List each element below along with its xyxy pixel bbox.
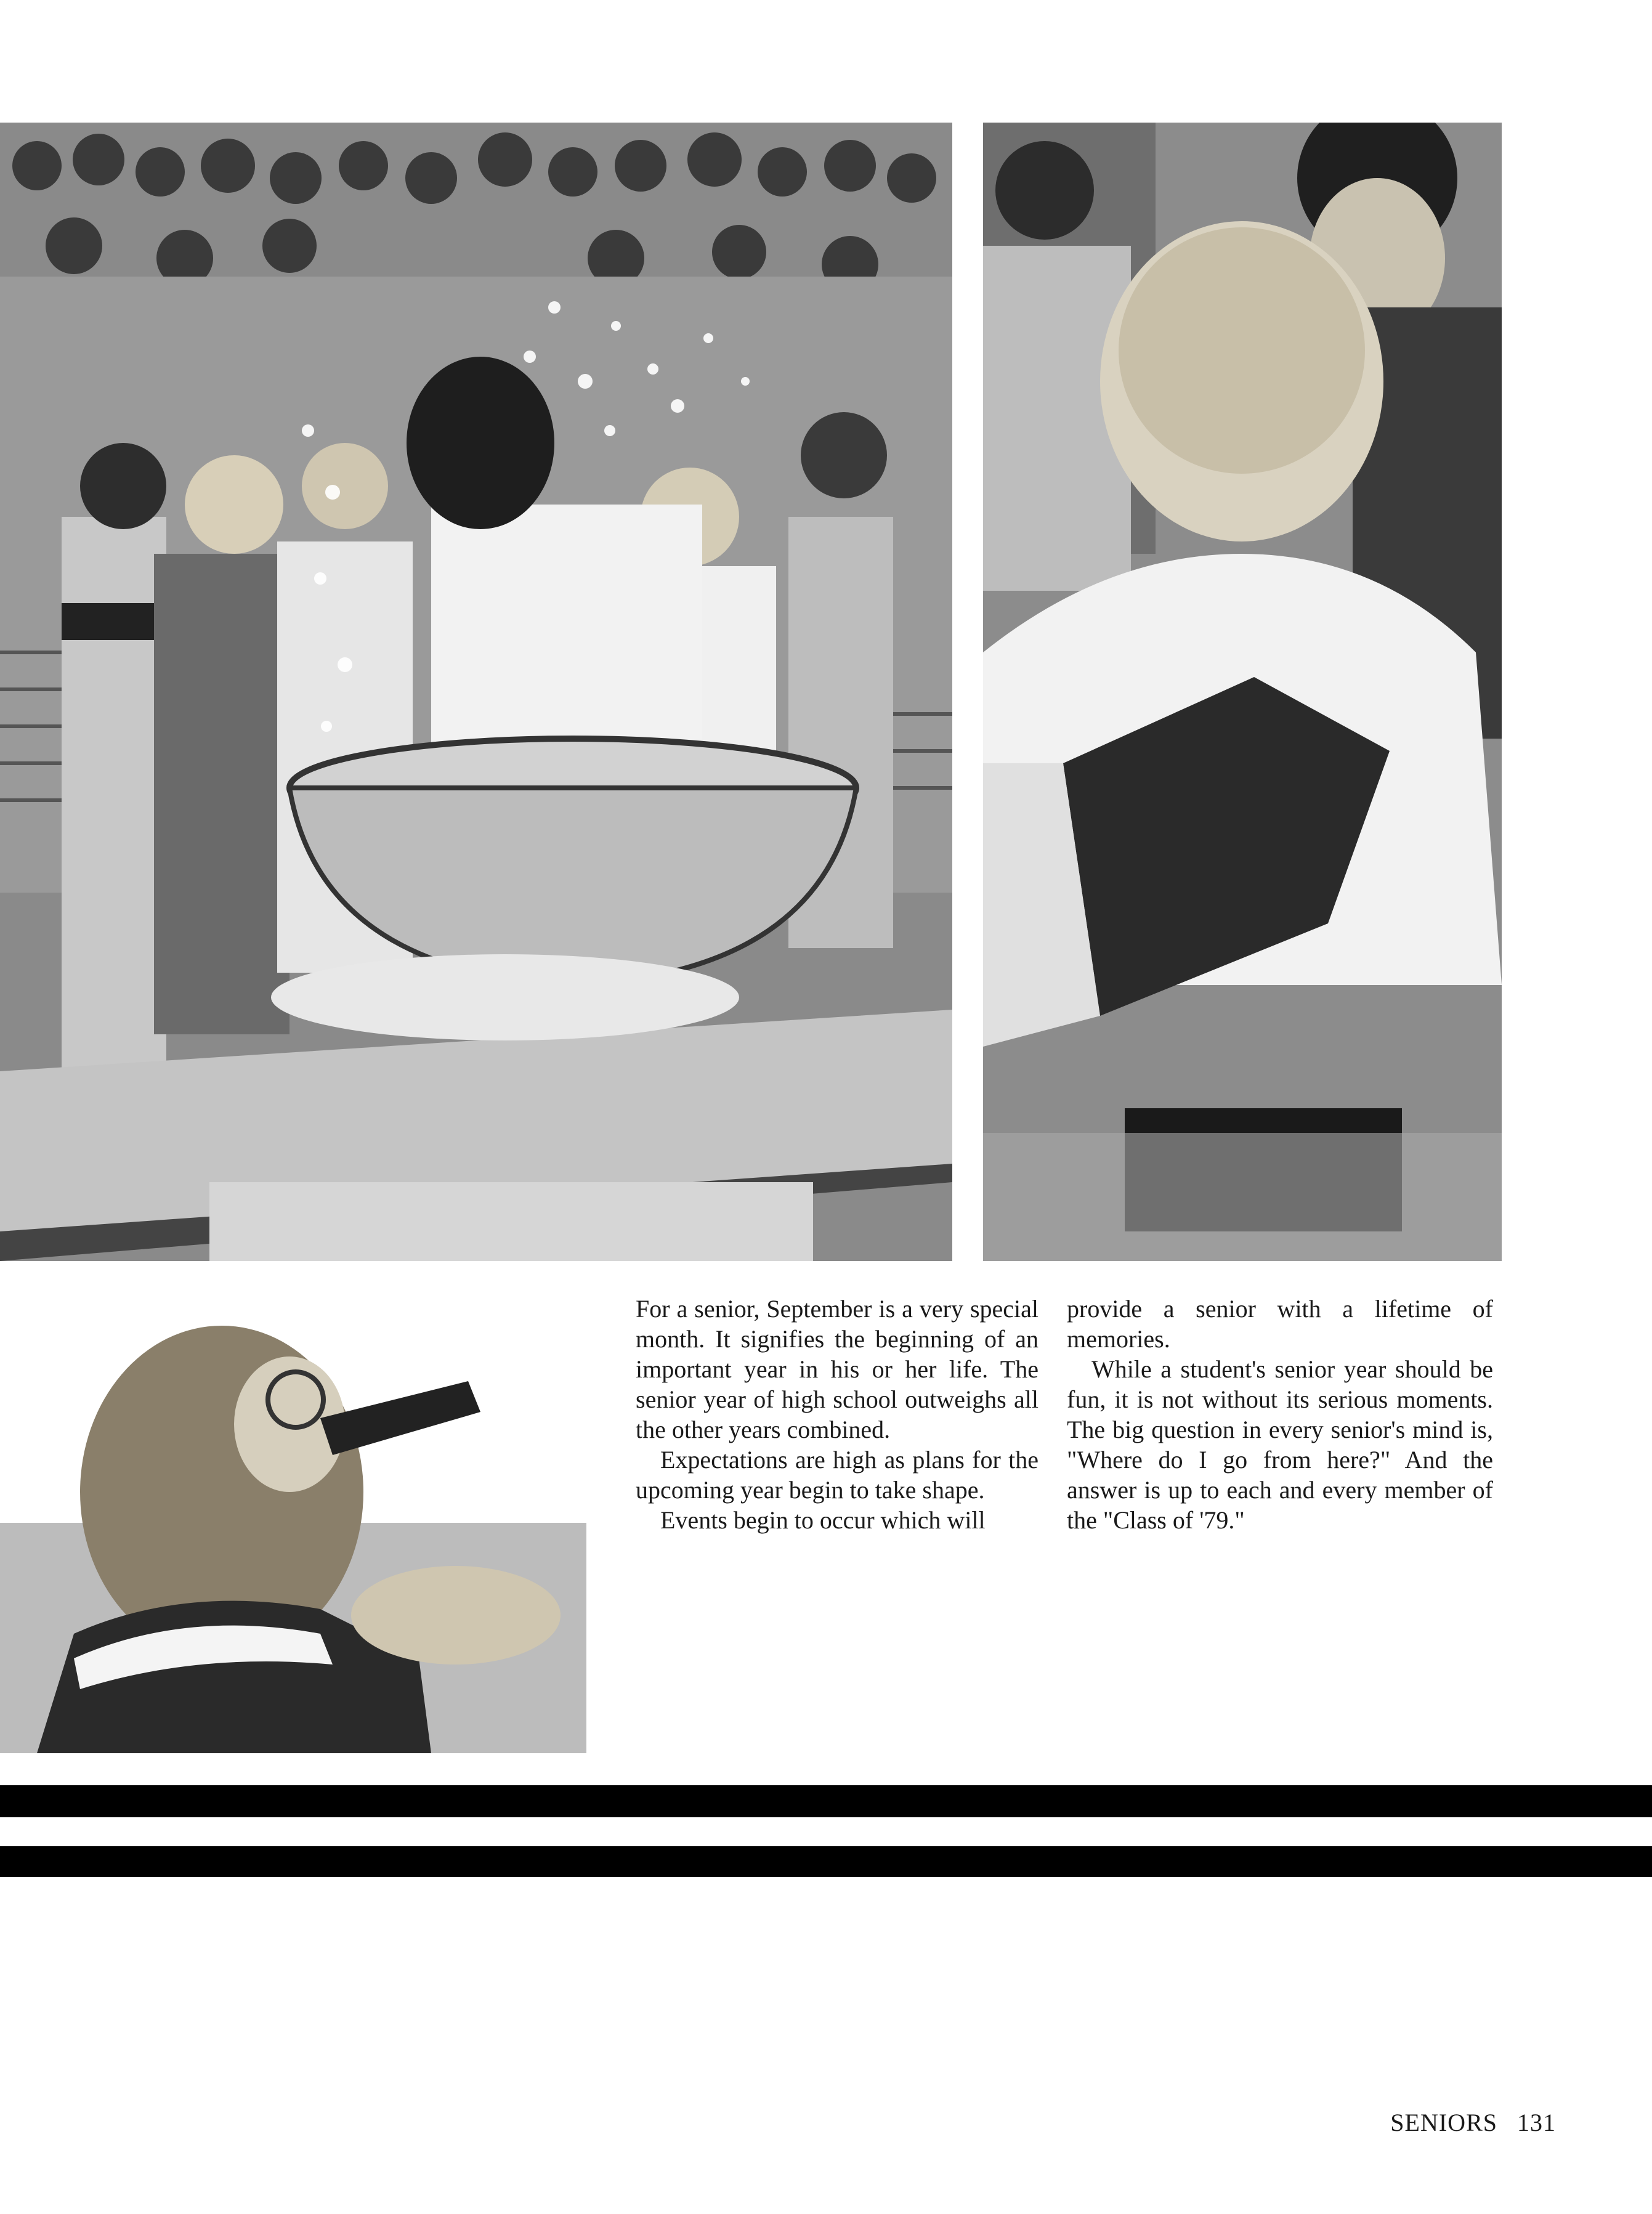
paragraph: For a senior, September is a very special month. It signifies the beginning of an important year in his or her life. The senior year of high school outweighs all the other years combined. — [636, 1295, 1039, 1443]
paragraph: While a student's senior year should be fun, it is not without its serious moments. The big question in every senior's mind is, "Where do I go from here?" And the answer is up to each and every member of the "Class of '79." — [1067, 1355, 1493, 1534]
body-text-right-column — [1067, 1294, 1493, 1535]
photo-student-drinking — [0, 1289, 586, 1753]
paragraph: Expectations are high as plans for the upcoming year begin to take shape. — [636, 1446, 1039, 1504]
decorative-rule-top — [0, 1785, 1652, 1817]
decorative-rule-bottom — [0, 1846, 1652, 1877]
paragraph: provide a senior with a lifetime of memories. — [1067, 1295, 1493, 1353]
photo-student-reading — [983, 123, 1502, 1261]
page-number: 131 — [1517, 2109, 1556, 2136]
page-folio — [1390, 2108, 1556, 2137]
section-label: SENIORS — [1390, 2109, 1497, 2136]
paragraph: Events begin to occur which will — [660, 1506, 986, 1534]
photo-crowd-splash — [0, 123, 952, 1261]
body-text-left-column — [636, 1294, 1039, 1535]
